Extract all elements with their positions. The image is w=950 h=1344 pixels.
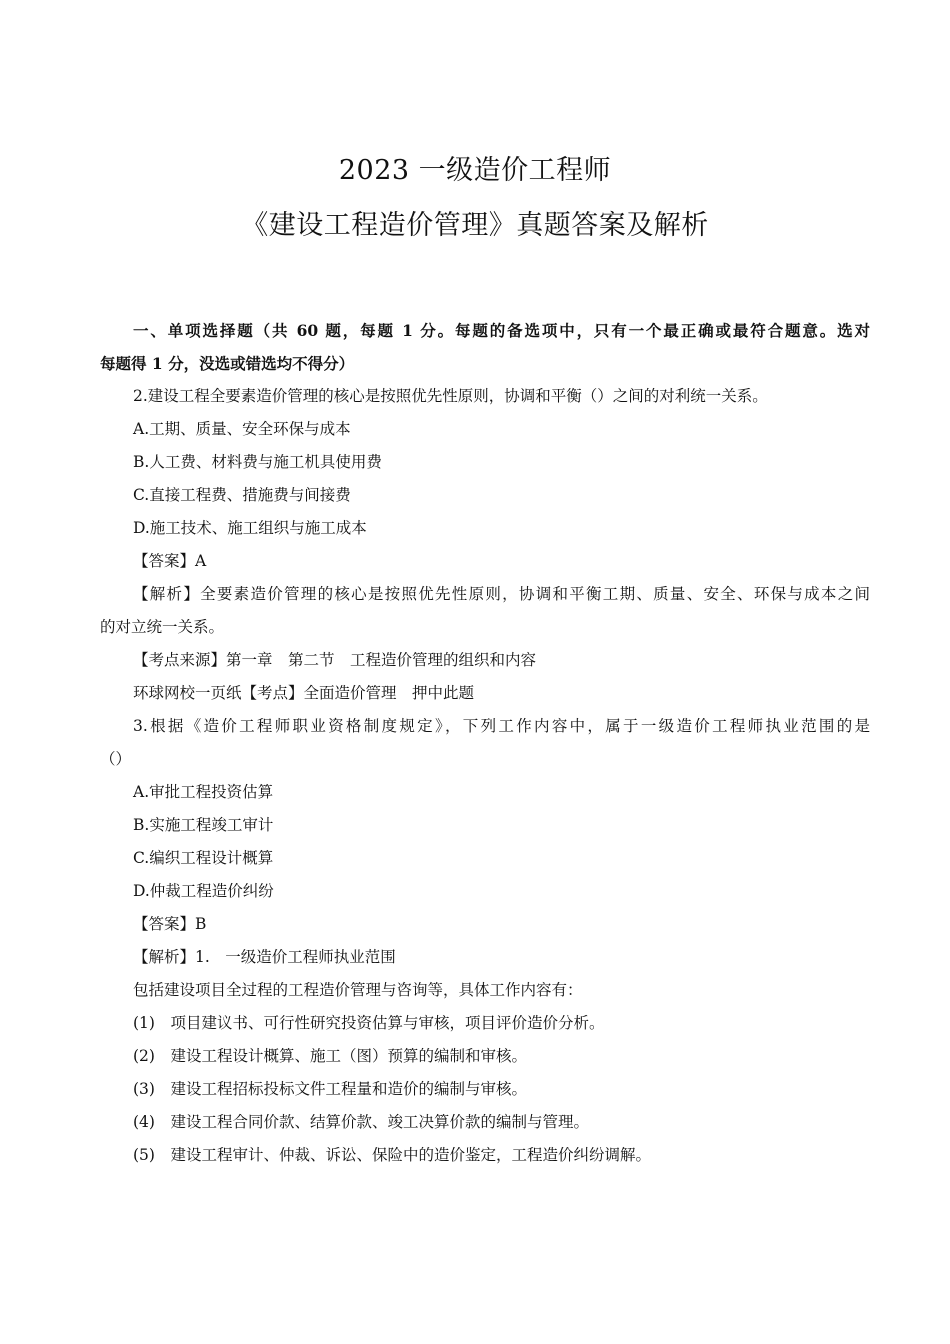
question-3-option-c: C.编织工程设计概算	[133, 849, 274, 867]
question-3-stem-cont: （）	[100, 750, 132, 768]
document-title-line2: 《建设工程造价管理》真题答案及解析	[241, 210, 709, 241]
question-3-option-d: D.仲裁工程造价纠纷	[133, 882, 274, 900]
question-2-option-a: A.工期、质量、安全环保与成本	[133, 420, 351, 438]
section-heading: 一、单项选择题（共 60 题，每题 1 分。每题的备选项中，只有一个最正确或最符合题意。选对	[133, 321, 870, 340]
question-2-note: 环球网校一页纸【考点】全面造价管理 押中此题	[133, 684, 475, 702]
question-2-analysis-cont: 的对立统一关系。	[100, 618, 225, 636]
question-2-stem: 2.建设工程全要素造价管理的核心是按照优先性原则，协调和平衡（）之间的对利统一关系。	[133, 387, 768, 405]
question-2-source: 【考点来源】第一章 第二节 工程造价管理的组织和内容	[133, 651, 537, 669]
question-2-answer: 【答案】A	[133, 552, 207, 570]
question-3-stem: 3.根据《造价工程师职业资格制度规定》，下列工作内容中，属于一级造价工程师执业范围的是	[133, 717, 870, 735]
document-title-line1: 2023 一级造价工程师	[338, 155, 612, 186]
question-2-option-b: B.人工费、材料费与施工机具使用费	[133, 453, 382, 471]
question-3-answer: 【答案】B	[133, 915, 207, 933]
question-3-item-1: (1) 项目建议书、可行性研究投资估算与审核，项目评价造价分析。	[133, 1014, 605, 1032]
document-body	[100, 314, 870, 1172]
question-2-option-c: C.直接工程费、措施费与间接费	[133, 486, 351, 504]
question-3-item-2: (2) 建设工程设计概算、施工（图）预算的编制和审核。	[133, 1047, 527, 1065]
question-2-analysis: 【解析】全要素造价管理的核心是按照优先性原则，协调和平衡工期、质量、安全、环保与成本之间	[133, 585, 870, 603]
section-heading-cont: 每题得 1 分，没选或错选均不得分）	[100, 354, 355, 373]
question-3-item-3: (3) 建设工程招标投标文件工程量和造价的编制与审核。	[133, 1080, 527, 1098]
question-3-item-4: (4) 建设工程合同价款、结算价款、竣工决算价款的编制与管理。	[133, 1113, 589, 1131]
question-2-option-d: D.施工技术、施工组织与施工成本	[133, 519, 367, 537]
question-3-analysis-intro: 包括建设项目全过程的工程造价管理与咨询等，具体工作内容有：	[133, 981, 583, 999]
question-3-item-5: (5) 建设工程审计、仲裁、诉讼、保险中的造价鉴定，工程造价纠纷调解。	[133, 1146, 651, 1164]
question-3-analysis-head: 【解析】1. 一级造价工程师执业范围	[133, 948, 396, 966]
question-3-option-a: A.审批工程投资估算	[133, 783, 274, 801]
question-3-option-b: B.实施工程竣工审计	[133, 816, 274, 834]
